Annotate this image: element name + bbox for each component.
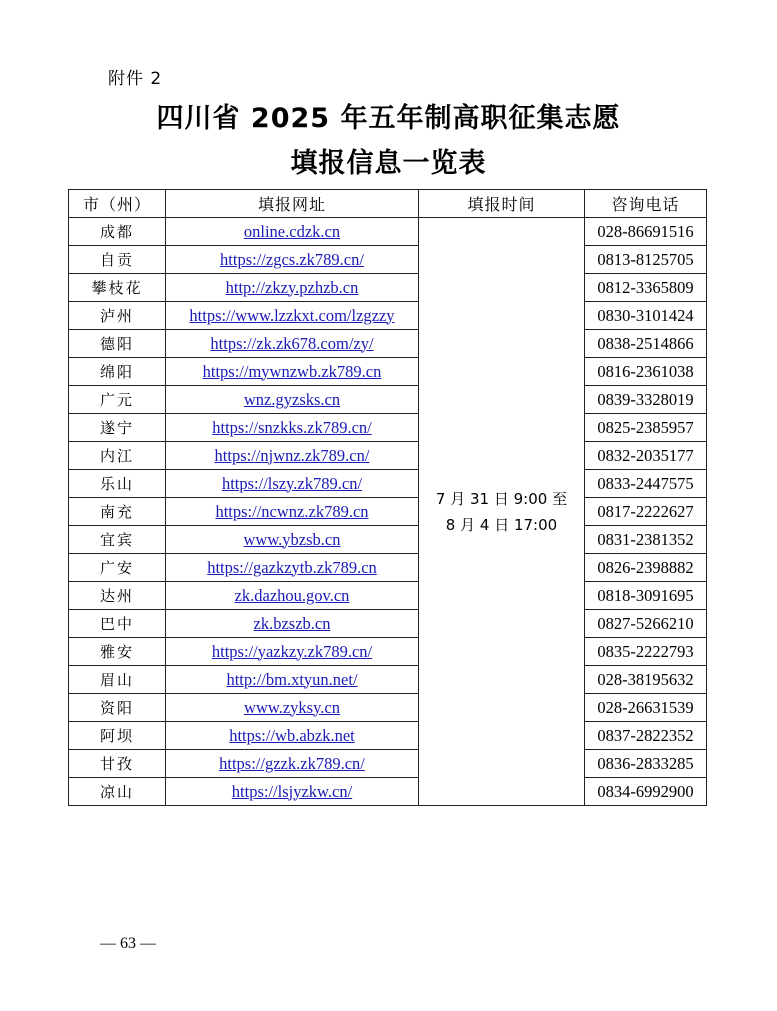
table-row [69, 666, 707, 694]
table-header-row [69, 190, 707, 218]
phone-cell: 0834-6992900 [585, 778, 707, 806]
city-cell: 广安 [69, 554, 166, 582]
table-row [69, 498, 707, 526]
time-end: 8 月 4 日 17:00 [445, 515, 558, 534]
phone-cell: 0831-2381352 [585, 526, 707, 554]
city-cell: 巴中 [69, 610, 166, 638]
phone-cell: 0837-2822352 [585, 722, 707, 750]
registration-link[interactable]: https://snzkks.zk789.cn/ [212, 417, 372, 437]
phone-cell: 0839-3328019 [585, 386, 707, 414]
city-cell: 成都 [69, 218, 166, 246]
city-cell: 攀枝花 [69, 274, 166, 302]
column-header-phone: 咨询电话 [585, 190, 707, 218]
phone-cell: 028-38195632 [585, 666, 707, 694]
table-row [69, 218, 707, 246]
url-cell [166, 386, 419, 414]
city-cell: 内江 [69, 442, 166, 470]
phone-cell: 0833-2447575 [585, 470, 707, 498]
registration-link[interactable]: https://www.lzzkxt.com/lzgzzy [189, 305, 395, 325]
url-cell [166, 246, 419, 274]
time-start: 7 月 31 日 9:00 至 [435, 489, 568, 508]
url-cell [166, 554, 419, 582]
city-cell: 雅安 [69, 638, 166, 666]
registration-link[interactable]: https://mywnzwb.zk789.cn [202, 361, 382, 381]
table-row [69, 442, 707, 470]
table-row [69, 526, 707, 554]
phone-cell: 0827-5266210 [585, 610, 707, 638]
url-cell [166, 470, 419, 498]
url-cell [166, 582, 419, 610]
url-cell [166, 638, 419, 666]
registration-link[interactable]: zk.bzszb.cn [253, 613, 331, 633]
city-cell: 乐山 [69, 470, 166, 498]
registration-link[interactable]: https://zk.zk678.com/zy/ [210, 333, 374, 353]
phone-cell: 0816-2361038 [585, 358, 707, 386]
registration-link[interactable]: https://lsjyzkw.cn/ [231, 781, 353, 801]
url-cell [166, 274, 419, 302]
registration-link[interactable]: https://wb.abzk.net [229, 725, 355, 745]
phone-cell: 0832-2035177 [585, 442, 707, 470]
url-cell [166, 778, 419, 806]
phone-cell: 028-26631539 [585, 694, 707, 722]
document-title-line1: 四川省 2025 年五年制高职征集志愿 [156, 103, 621, 134]
registration-link[interactable]: https://njwnz.zk789.cn/ [214, 445, 370, 465]
attachment-label: 附件 2 [108, 69, 163, 89]
city-cell: 南充 [69, 498, 166, 526]
url-cell [166, 218, 419, 246]
table-row [69, 274, 707, 302]
registration-link[interactable]: http://bm.xtyun.net/ [226, 669, 358, 689]
phone-cell: 0830-3101424 [585, 302, 707, 330]
table-row [69, 610, 707, 638]
column-header-time: 填报时间 [419, 190, 585, 218]
phone-cell: 0826-2398882 [585, 554, 707, 582]
city-cell: 阿坝 [69, 722, 166, 750]
registration-link[interactable]: www.zyksy.cn [244, 697, 340, 717]
url-cell [166, 498, 419, 526]
table-row [69, 750, 707, 778]
url-cell [166, 526, 419, 554]
registration-link[interactable]: www.ybzsb.cn [243, 529, 341, 549]
registration-link[interactable]: https://ncwnz.zk789.cn [215, 501, 369, 521]
table-body [69, 218, 707, 806]
table-row [69, 582, 707, 610]
column-header-city: 市（州） [69, 190, 166, 218]
document-title-line2: 填报信息一览表 [290, 148, 487, 179]
city-cell: 泸州 [69, 302, 166, 330]
url-cell [166, 722, 419, 750]
phone-cell: 0835-2222793 [585, 638, 707, 666]
table-row [69, 778, 707, 806]
table-row [69, 694, 707, 722]
city-cell: 凉山 [69, 778, 166, 806]
city-cell: 资阳 [69, 694, 166, 722]
city-cell: 宜宾 [69, 526, 166, 554]
phone-cell: 0817-2222627 [585, 498, 707, 526]
city-cell: 甘孜 [69, 750, 166, 778]
table-row [69, 638, 707, 666]
city-cell: 达州 [69, 582, 166, 610]
phone-cell: 0825-2385957 [585, 414, 707, 442]
city-cell: 眉山 [69, 666, 166, 694]
registration-link[interactable]: wnz.gyzsks.cn [243, 389, 341, 409]
url-cell [166, 330, 419, 358]
registration-link[interactable]: online.cdzk.cn [243, 221, 341, 241]
registration-link[interactable]: https://gazkzytb.zk789.cn [207, 557, 377, 577]
url-cell [166, 442, 419, 470]
phone-cell: 0838-2514866 [585, 330, 707, 358]
registration-link[interactable]: http://zkzy.pzhzb.cn [225, 277, 359, 297]
url-cell [166, 750, 419, 778]
table-row [69, 414, 707, 442]
phone-cell: 0836-2833285 [585, 750, 707, 778]
url-cell [166, 666, 419, 694]
registration-time-cell [419, 218, 585, 806]
registration-link[interactable]: https://gzzk.zk789.cn/ [219, 753, 365, 773]
url-cell [166, 694, 419, 722]
city-cell: 绵阳 [69, 358, 166, 386]
phone-cell: 0812-3365809 [585, 274, 707, 302]
table-row [69, 554, 707, 582]
registration-link[interactable]: zk.dazhou.gov.cn [234, 585, 350, 605]
table-row [69, 358, 707, 386]
table-row [69, 246, 707, 274]
url-cell [166, 610, 419, 638]
city-cell: 自贡 [69, 246, 166, 274]
page-number: — 63 — [100, 935, 156, 952]
table-row [69, 302, 707, 330]
registration-link[interactable]: https://lszy.zk789.cn/ [221, 473, 363, 493]
info-table [68, 189, 707, 806]
url-cell [166, 414, 419, 442]
table-row [69, 722, 707, 750]
registration-link[interactable]: https://zgcs.zk789.cn/ [220, 249, 364, 269]
registration-link[interactable]: https://yazkzy.zk789.cn/ [211, 641, 373, 661]
table-row [69, 386, 707, 414]
column-header-url: 填报网址 [166, 190, 419, 218]
phone-cell: 0818-3091695 [585, 582, 707, 610]
city-cell: 广元 [69, 386, 166, 414]
phone-cell: 0813-8125705 [585, 246, 707, 274]
city-cell: 遂宁 [69, 414, 166, 442]
url-cell [166, 302, 419, 330]
table-row [69, 470, 707, 498]
city-cell: 德阳 [69, 330, 166, 358]
table-row [69, 330, 707, 358]
url-cell [166, 358, 419, 386]
phone-cell: 028-86691516 [585, 218, 707, 246]
